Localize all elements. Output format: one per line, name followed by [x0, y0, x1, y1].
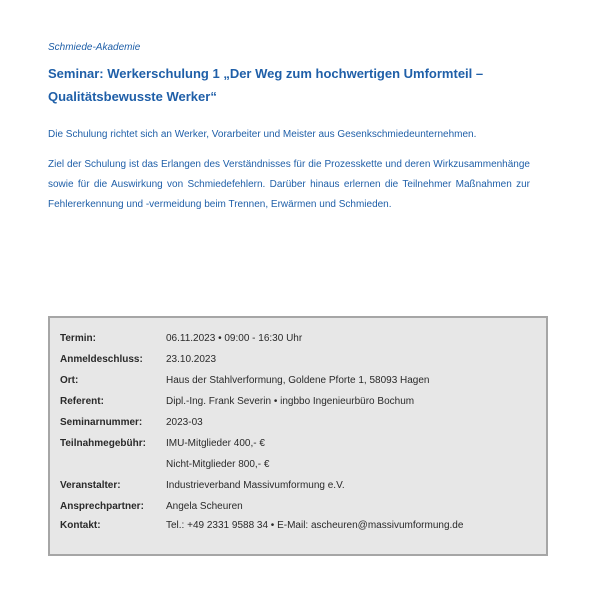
termin-value: 06.11.2023 • 09:00 - 16:30 Uhr: [166, 333, 303, 344]
veranstalter-value: Industrieverband Massivumformung e.V.: [166, 480, 345, 491]
seminar-title: [48, 62, 568, 108]
anmeldeschluss-value: 23.10.2023: [166, 354, 217, 365]
seminarnummer-value: 2023-03: [166, 417, 203, 428]
referent-value: Dipl.-Ing. Frank Severin • ingbbo Ingenieurbüro Bochum: [166, 396, 415, 407]
gebuehr-label: Teilnahmegebühr:: [60, 438, 146, 449]
kontakt-label: Kontakt:: [60, 520, 101, 531]
ort-value: Haus der Stahlverformung, Goldene Pforte 1, 58093 Hagen: [166, 375, 430, 386]
kontakt-value[interactable]: Tel.: +49 2331 9588 34 • E-Mail: ascheuren@massivumformung.de: [166, 520, 464, 531]
ansprechpartner-label: Ansprechpartner:: [60, 501, 144, 512]
ort-label: Ort:: [60, 375, 79, 386]
ansprechpartner-value: Angela Scheuren: [166, 501, 243, 512]
referent-label: Referent:: [60, 396, 104, 407]
anmeldeschluss-label: Anmeldeschluss:: [60, 354, 143, 365]
target-audience-paragraph: Die Schulung richtet sich an Werker, Vorarbeiter und Meister aus Gesenkschmiedeunternehmen.: [48, 129, 477, 140]
termin-label: Termin:: [60, 333, 96, 344]
seminarnummer-label: Seminarnummer:: [60, 417, 143, 428]
course-goal-paragraph: Ziel der Schulung ist das Erlangen des Verständnisses für die Prozesskette und deren Wirkzusammenhänge sowie für die Auswirkung von Schmiedefehlern. Darüber hinaus erlernen die Teilnehmer Maßnahmen zur Fehlererkennung und -vermeidung beim Trennen, Erwärmen und Schmieden.: [48, 159, 530, 210]
seminar-title-line-1: Seminar: Werkerschulung 1 „Der Weg zum hochwertigen Umformteil –: [48, 66, 484, 81]
veranstalter-label: Veranstalter:: [60, 480, 121, 491]
seminar-title-line-2: Qualitätsbewusste Werker“: [48, 89, 217, 104]
academy-name: Schmiede-Akademie: [48, 42, 141, 53]
gebuehr-value-nonmembers: Nicht-Mitglieder 800,- €: [166, 459, 270, 470]
gebuehr-value-members: IMU-Mitglieder 400,- €: [166, 438, 265, 449]
seminar-details-box: [48, 316, 548, 556]
